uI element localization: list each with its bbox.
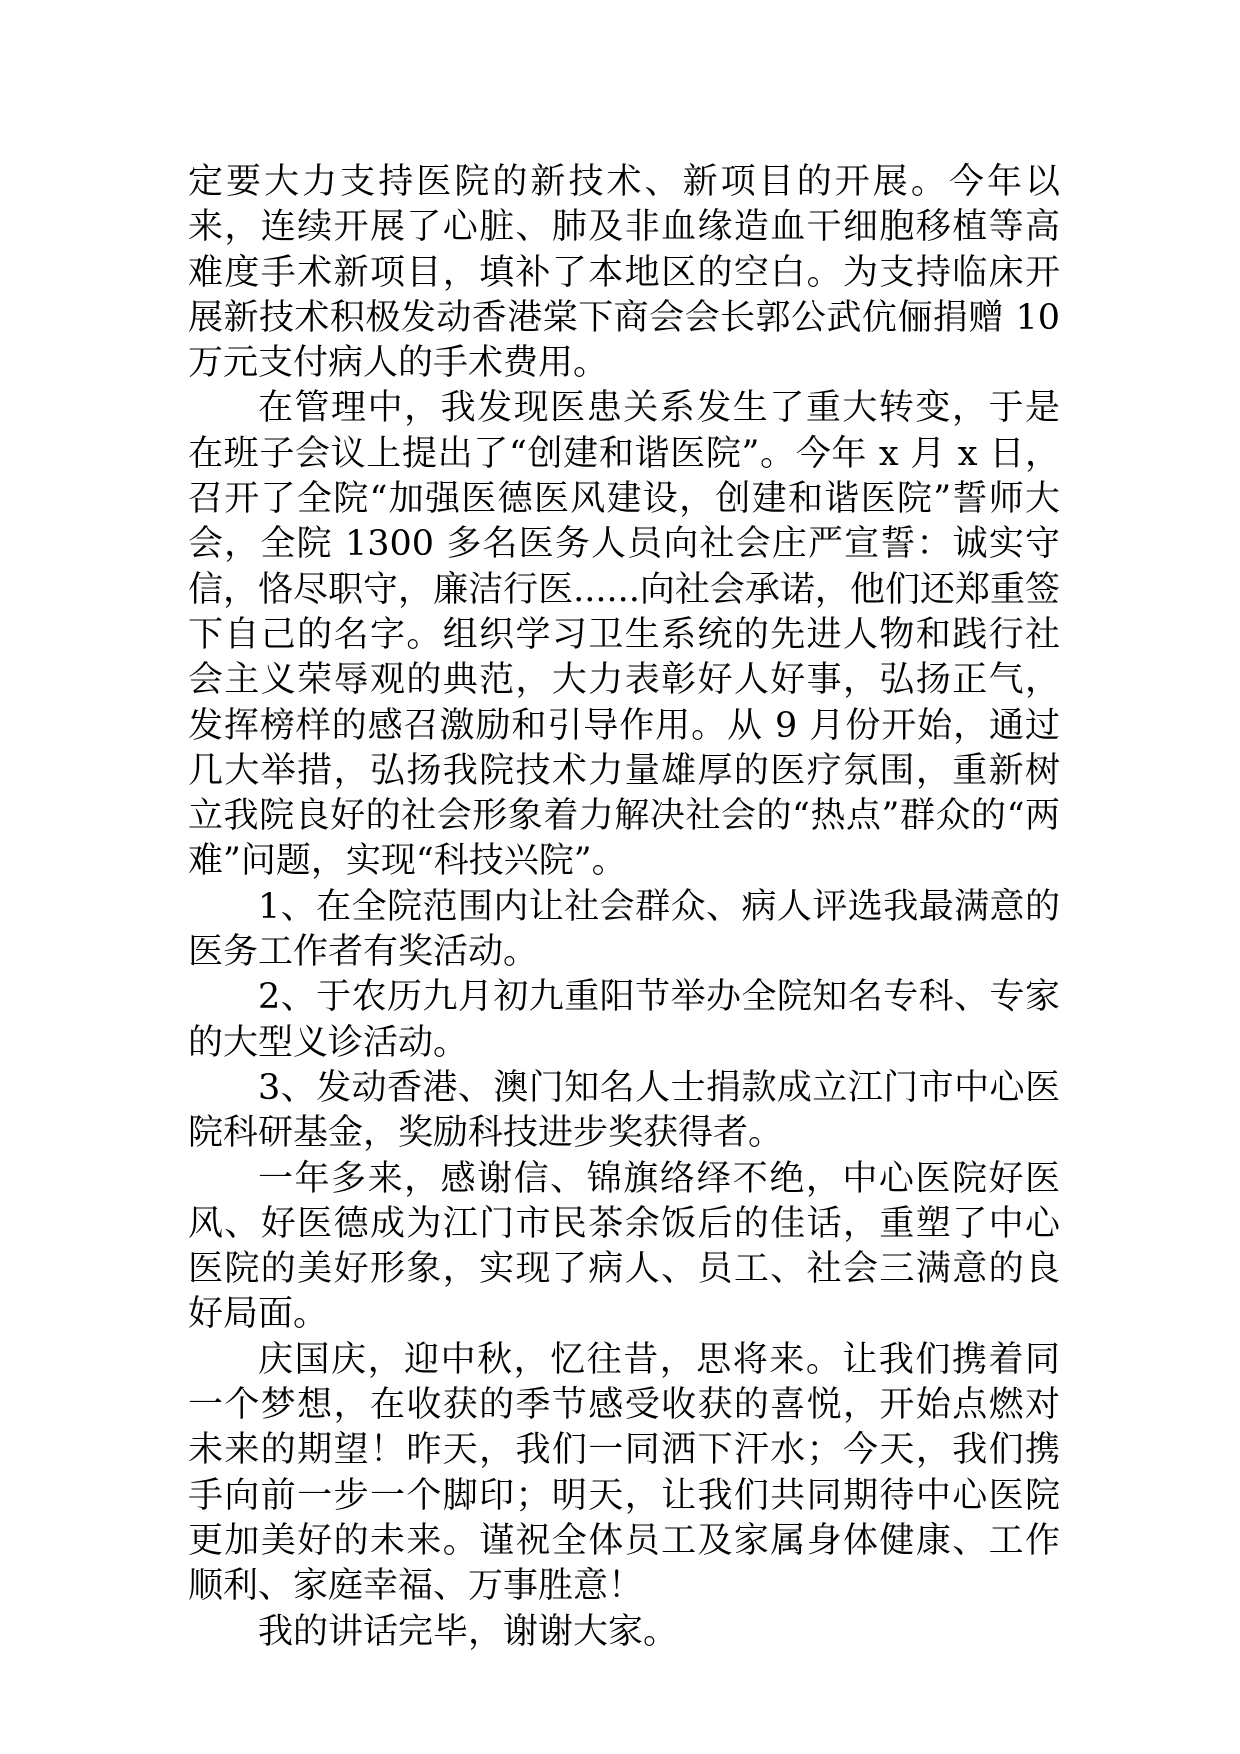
paragraph-8: 我的讲话完毕，谢谢大家。 <box>258 1611 679 1652</box>
paragraph-5: 3、发动香港、澳门知名人士捐款成立江门市中心医院科研基金，奖励科技进步奖获得者。 <box>188 1067 1060 1154</box>
paragraph-3: 1、在全院范围内让社会群众、病人评选我最满意的医务工作者有奖活动。 <box>188 886 1060 973</box>
paragraph-4: 2、于农历九月初九重阳节举办全院知名专科、专家的大型义诊活动。 <box>188 977 1060 1063</box>
paragraph-2: 在管理中，我发现医患关系发生了重大转变，于是在班子会议上提出了“创建和谐医院”。今年 x 月 x 日，召开了全院“加强医德医风建设，创建和谐医院”誓师大会，全院 1300 多名医务人员向社会庄严宣誓：诚实守信，恪尽职守，廉洁行医......向社会承诺，他们还郑重签下自己的名字。组织学习卫生系统的先进人物和践行社会主义荣辱观的典范，大力表彰好人好事，弘扬正气，发挥榜样的感召激励和引导作用。从 9 月份开始，通过几大举措，弘扬我院技术力量雄厚的医疗氛围，重新树立我院良好的社会形象着力解决社会的“热点”群众的“两难”问题，实现“科技兴院”。 <box>188 388 1060 882</box>
paragraph-6: 一年多来，感谢信、锦旗络绎不绝，中心医院好医风、好医德成为江门市民茶余饭后的佳话，重塑了中心医院的美好形象，实现了病人、员工、社会三满意的良好局面。 <box>188 1158 1060 1335</box>
paragraph-7: 庆国庆，迎中秋，忆往昔，思将来。让我们携着同一个梦想，在收获的季节感受收获的喜悦，开始点燃对未来的期望！昨天，我们一同洒下汗水；今天，我们携手向前一步一个脚印；明天，让我们共同期待中心医院更加美好的未来。谨祝全体员工及家属身体健康、工作顺利、家庭幸福、万事胜意！ <box>188 1339 1060 1607</box>
paragraph-1: 定要大力支持医院的新技术、新项目的开展。今年以来，连续开展了心脏、肺及非血缘造血干细胞移植等高难度手术新项目，填补了本地区的空白。为支持临床开展新技术积极发动香港棠下商会会长郭公武伉俪捐赠 10 万元支付病人的手术费用。 <box>188 162 1060 384</box>
document-body <box>188 160 1060 1655</box>
